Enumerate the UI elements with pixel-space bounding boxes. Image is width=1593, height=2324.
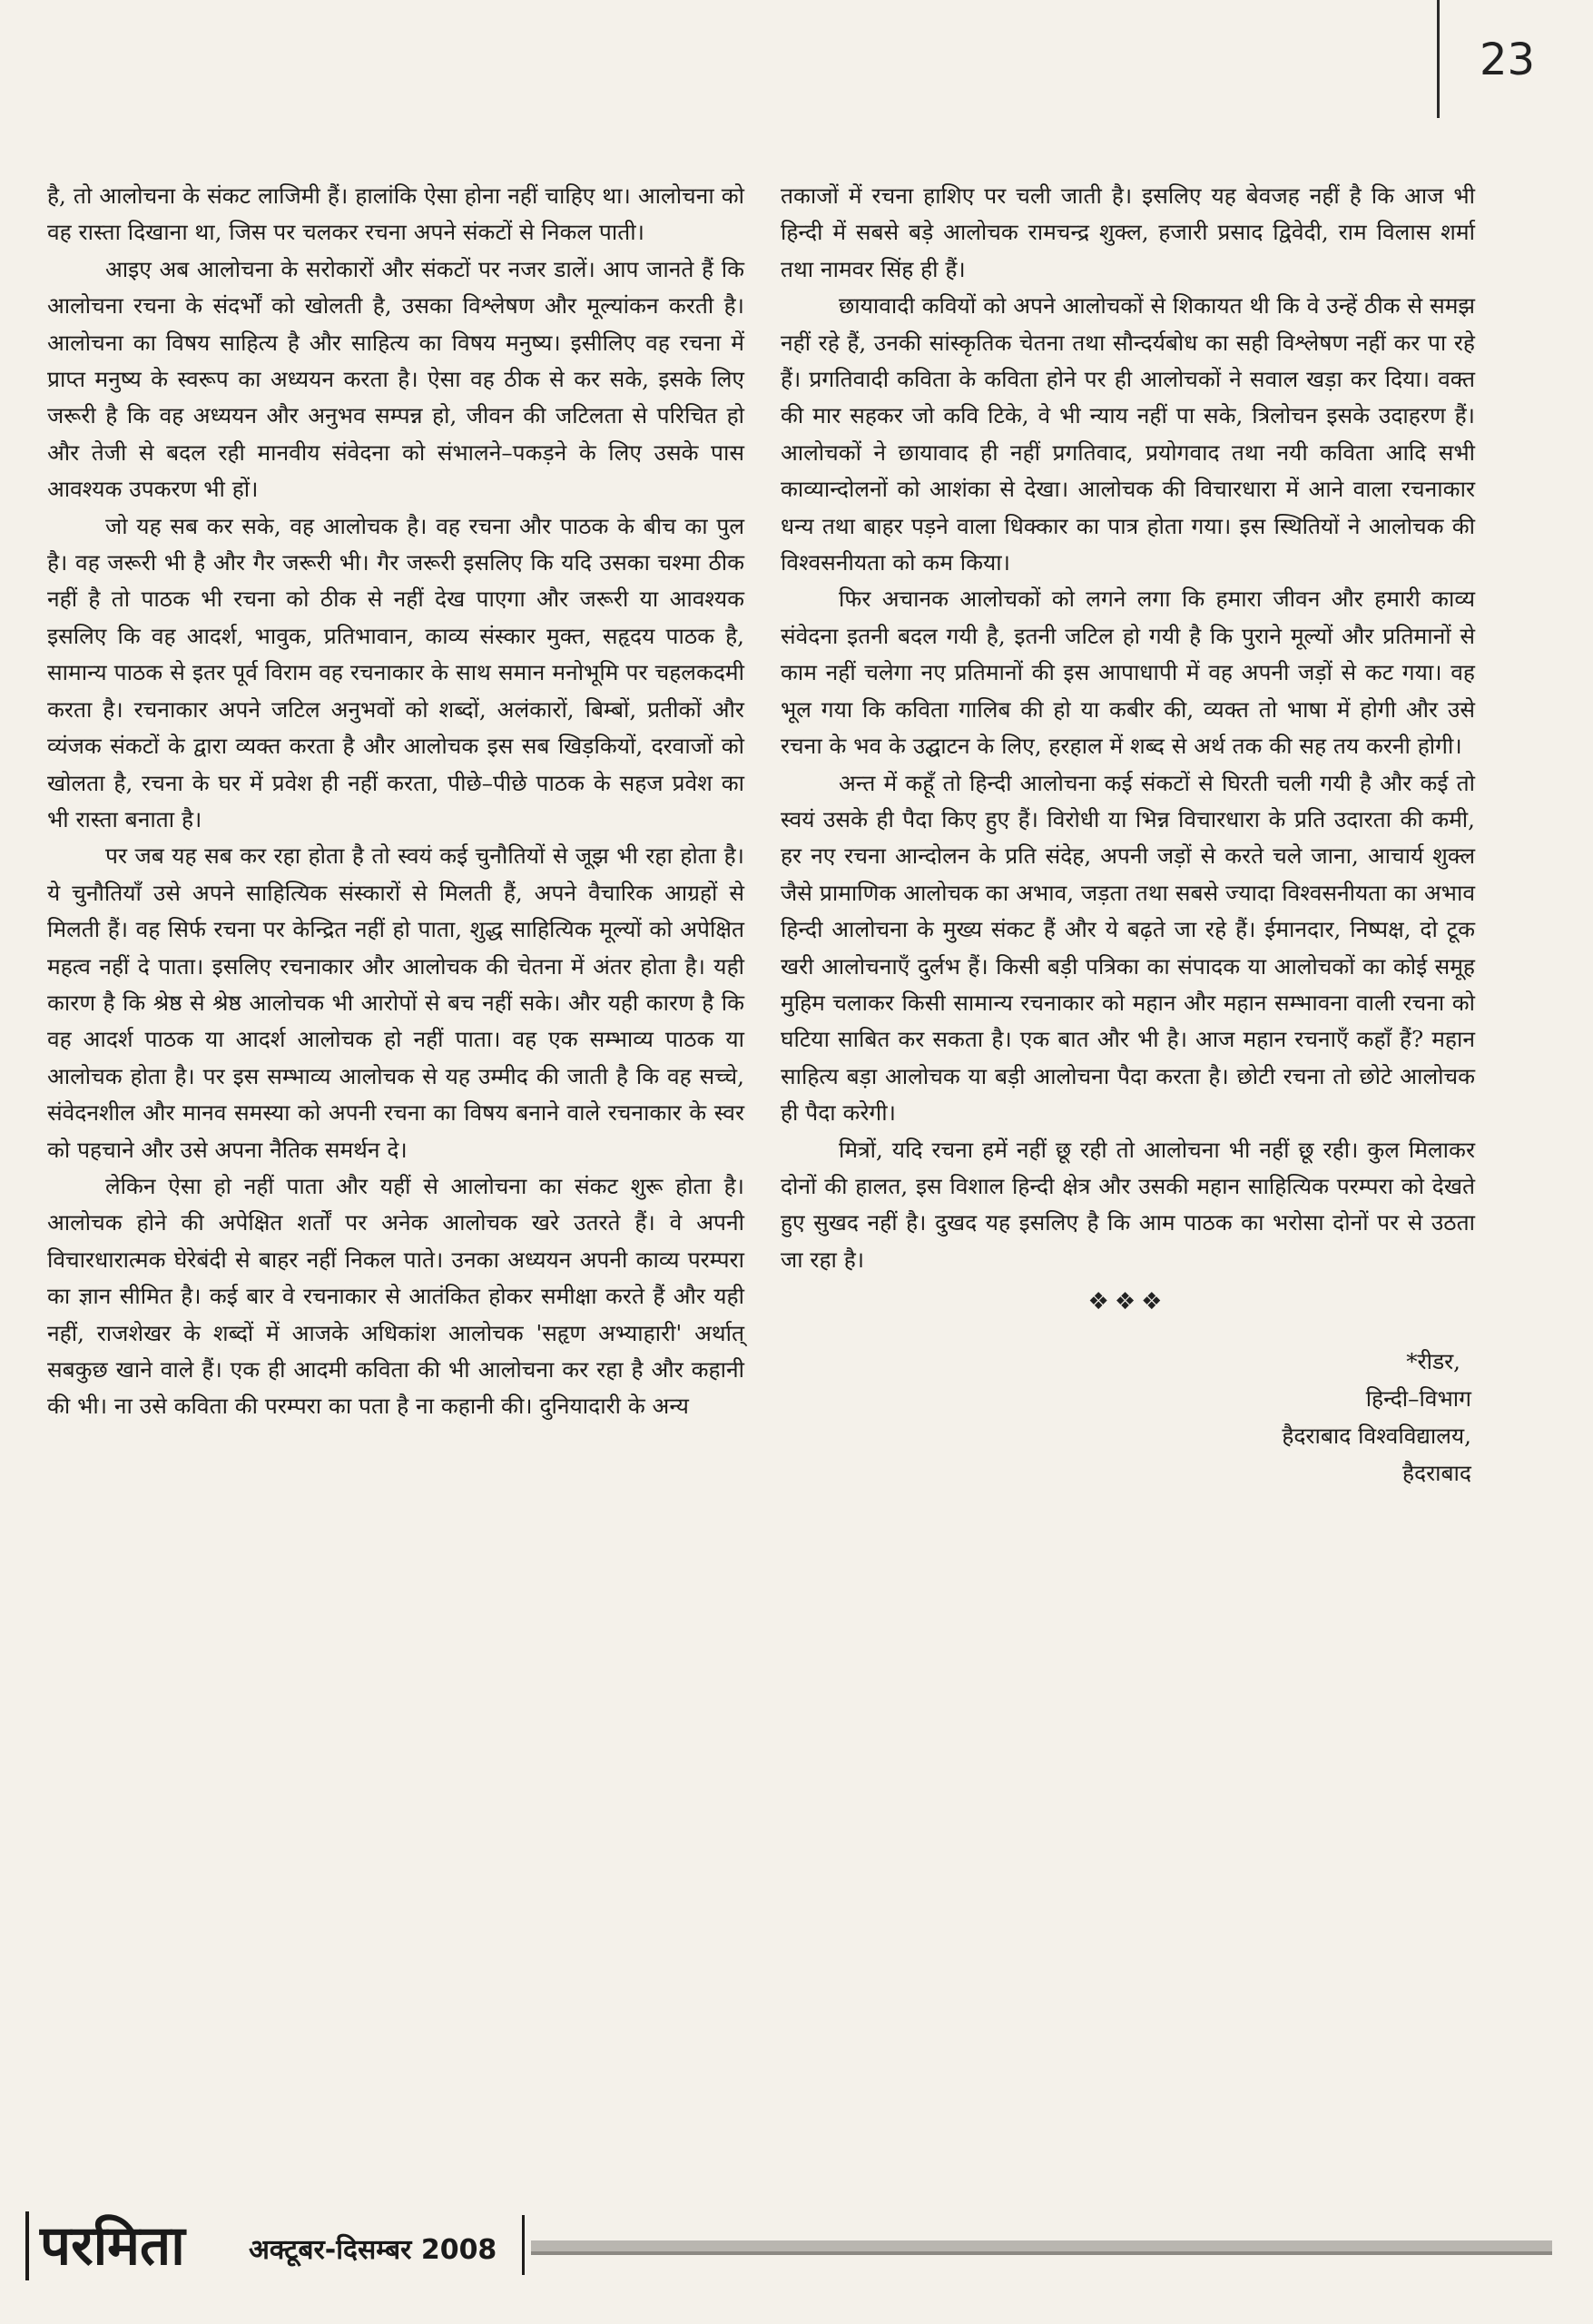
paragraph: अन्त में कहूँ तो हिन्दी आलोचना कई संकटों से घिरती चली गयी है और कई तो स्वयं उसके ही पैदा किए हुए हैं। विरोधी या भिन्न विचारधारा के प्रति उदारता की कमी, हर नए रचना आन्दोलन के प्रति संदेह, अपनी जड़ों से करते चले जाना, आचार्य शुक्ल जैसे प्रामाणिक आलोचक का अभाव, जड़ता तथा सबसे ज्यादा विश्वसनीयता का अभाव हिन्दी आलोचना के मुख्य संकट हैं और ये बढ़ते जा रहे हैं। ईमानदार, निष्पक्ष, दो टूक खरी आलोचनाएँ दुर्लभ हैं। किसी बड़ी पत्रिका का संपादक या आलोचकों का कोई समूह मुहिम चलाकर किसी सामान्य रचनाकार को महान और महान सम्भावना वाली रचना को घटिया साबित कर सकता है। एक बात और भी है। आज महान रचनाएँ कहाँ हैं? महान साहित्य बड़ा आलोचक या बड़ी आलोचना पैदा करता है। छोटी रचना तो छोटे आलोचक ही पैदा करेगी।: [781, 769, 1475, 1127]
magazine-logo: परमिता: [40, 2214, 185, 2278]
paragraph: पर जब यह सब कर रहा होता है तो स्वयं कई चुनौतियों से जूझ भी रहा होता है। ये चुनौतियाँ उसे अपने साहित्यिक संस्कारों से मिलती हैं, अपने वैचारिक आग्रहों से मिलती हैं। वह सिर्फ रचना पर केन्द्रित नहीं हो पाता, शुद्ध साहित्यिक मूल्यों को अपेक्षित महत्व नहीं दे पाता। इसलिए रचनाकार और आलोचक की चेतना में अंतर होता है। यही कारण है कि श्रेष्ठ से श्रेष्ठ आलोचक भी आरोपों से बच नहीं सके। और यही कारण है कि वह आदर्श पाठक या आदर्श आलोचक हो नहीं पाता। वह एक सम्भाव्य पाठक या आलोचक होता है। पर इस सम्भाव्य आलोचक से यह उम्मीद की जाती है कि वह सच्चे, संवेदनशील और मानव समस्या को अपनी रचना का विषय बनाने वाले रचनाकार के स्वर को पहचाने और उसे अपना नैतिक समर्थन दे।: [47, 842, 744, 1163]
left-column: [47, 178, 744, 1425]
paragraph: फिर अचानक आलोचकों को लगने लगा कि हमारा जीवन और हमारी काव्य संवेदना इतनी बदल गयी है, इतनी जटिल हो गयी है कि पुराने मूल्यों और प्रतिमानों से काम नहीं चलेगा नए प्रतिमानों की इस आपाधापी में वह अपनी जड़ों से कट गया। वह भूल गया कि कविता गालिब की हो या कबीर की, व्यक्त तो भाषा में होगी और उसे रचना के भव के उद्घाटन के लिए, हरहाल में शब्द से अर्थ तक की सह तय करनी होगी।: [781, 586, 1475, 760]
paragraph: है, तो आलोचना के संकट लाजिमी हैं। हालांकि ऐसा होना नहीं चाहिए था। आलोचना को वह रास्ता दिखाना था, जिस पर चलकर रचना अपने संकटों से निकल पाती।: [47, 182, 744, 246]
paragraph: तकाजों में रचना हाशिए पर चली जाती है। इसलिए यह बेवजह नहीं है कि आज भी हिन्दी में सबसे बड़े आलोचक रामचन्द्र शुक्ल, हजारी प्रसाद द्विवेदी, राम विलास शर्मा तथा नामवर सिंह ही हैं।: [781, 182, 1475, 282]
footer-divider: [522, 2215, 525, 2275]
issue-date: अक्टूबर-दिसम्बर 2008: [249, 2234, 497, 2266]
paragraph: मित्रों, यदि रचना हमें नहीं छू रही तो आलोचना भी नहीं छू रही। कुल मिलाकर दोनों की हालत, इस विशाल हिन्दी क्षेत्र और उसकी महान साहित्यिक परम्परा को देखते हुए सुखद नहीं है। दुखद यह इसलिए है कि आम पाठक का भरोसा दोनों पर से उठता जा रहा है।: [781, 1136, 1475, 1273]
footer-band: [531, 2240, 1552, 2251]
paragraph: जो यह सब कर सके, वह आलोचक है। वह रचना और पाठक के बीच का पुल है। वह जरूरी भी है और गैर जरूरी भी। गैर जरूरी इसलिए कि यदि उसका चश्मा ठीक नहीं है तो पाठक भी रचना को ठीक से नहीं देख पाएगा और जरूरी या आवश्यक इसलिए कि वह आदर्श, भावुक, प्रतिभावान, काव्य संस्कार मुक्त, सहृदय पाठक है, सामान्य पाठक से इतर पूर्व विराम वह रचनाकार के साथ समान मनोभूमि पर चहलकदमी करता है। रचनाकार अपने जटिल अनुभवों को शब्दों, अलंकारों, बिम्बों, प्रतीकों और व्यंजक संकटों के द्वारा व्यक्त करता है और आलोचक इस सब खिड़कियों, दरवाजों को खोलता है, रचना के घर में प्रवेश ही नहीं करता, पीछे–पीछे पाठक के सहज प्रवेश का भी रास्ता बनाता है।: [47, 512, 744, 832]
affiliation-department: हिन्दी–विभाग: [1365, 1384, 1471, 1412]
footer-band-shadow: [531, 2251, 1552, 2255]
affiliation-title: *रीडर,: [1406, 1347, 1460, 1374]
page-footer: [0, 2206, 1593, 2288]
footer-divider: [25, 2211, 29, 2280]
paragraph: छायावादी कवियों को अपने आलोचकों से शिकायत थी कि वे उन्हें ठीक से समझ नहीं रहे हैं, उनकी सांस्कृतिक चेतना तथा सौन्दर्यबोध का सही विश्लेषण नहीं कर पा रहे हैं। प्रगतिवादी कविता के कविता होने पर ही आलोचकों ने सवाल खड़ा कर दिया। वक्त की मार सहकर जो कवि टिके, वे भी न्याय नहीं पा सके, त्रिलोचन इसके उदाहरण हैं। आलोचकों ने छायावाद ही नहीं प्रगतिवाद, प्रयोगवाद तथा नयी कविता आदि सभी काव्यान्दोलनों को आशंका से देखा। आलोचक की विचारधारा में आने वाला रचनाकार धन्य तथा बाहर पड़ने वाला धिक्कार का पात्र होता गया। इस स्थितियों ने आलोचक की विश्वसनीयता को कम किया।: [781, 292, 1475, 576]
page-number: 23: [1480, 34, 1536, 85]
affiliation-university: हैदराबाद विश्वविद्यालय,: [1282, 1422, 1471, 1449]
paragraph: आइए अब आलोचना के सरोकारों और संकटों पर नजर डालें। आप जानते हैं कि आलोचना रचना के संदर्भों को खोलती है, उसका विश्लेषण और मूल्यांकन करती है। आलोचना का विषय साहित्य है और साहित्य का विषय मनुष्य। इसीलिए वह रचना में प्राप्त मनुष्य के स्वरूप का अध्ययन करता है। ऐसा वह ठीक से कर सके, इसके लिए जरूरी है कि वह अध्ययन और अनुभव सम्पन्न हो, जीवन की जटिलता से परिचित हो और तेजी से बदल रही मानवीय संवेदना को संभालने–पकड़ने के लिए उसके पास आवश्यक उपकरण भी हों।: [47, 255, 744, 503]
paragraph: लेकिन ऐसा हो नहीं पाता और यहीं से आलोचना का संकट शुरू होता है। आलोचक होने की अपेक्षित शर्तों पर अनेक आलोचक खरे उतरते हैं। वे अपनी विचारधारात्मक घेरेबंदी से बाहर नहीं निकल पाते। उनका अध्ययन अपनी काव्य परम्परा का ज्ञान सीमित है। कई बार वे रचनाकार से आतंकित होकर समीक्षा करते हैं और यही नहीं, राजशेखर के शब्दों में आजके अधिकांश आलोचक 'सहृण अभ्याहारी' अर्थात् सबकुछ खाने वाले हैं। एक ही आदमी कविता की भी आलोचना कर रहा है और कहानी की भी। ना उसे कविता की परम्परा का पता है ना कहानी की। दुनियादारी के अन्य: [47, 1172, 744, 1420]
right-column: [781, 178, 1475, 1492]
section-end-ornament: ❖❖❖: [1087, 1288, 1168, 1316]
author-affiliation: [781, 1343, 1475, 1492]
affiliation-city: हैदराबाद: [1401, 1459, 1471, 1486]
top-rule: [1437, 0, 1440, 118]
